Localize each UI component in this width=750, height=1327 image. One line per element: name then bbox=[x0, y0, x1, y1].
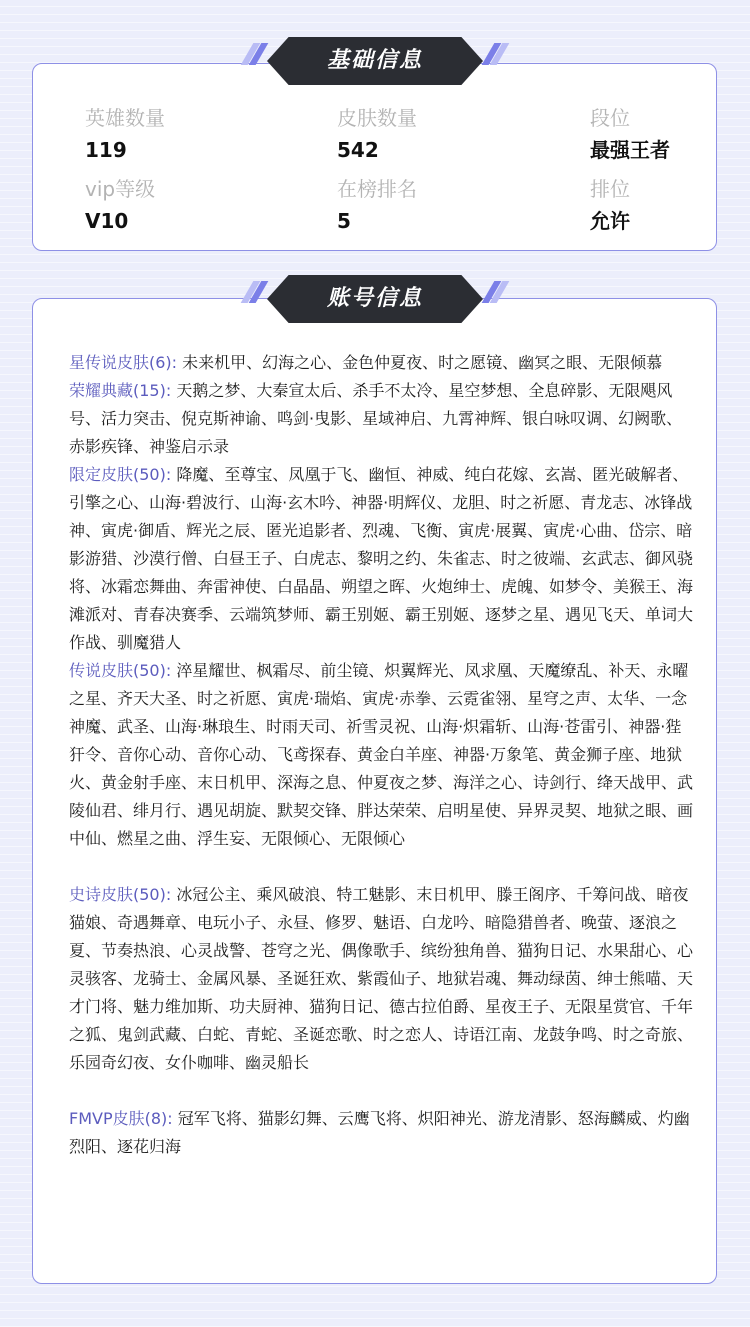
skin-section-epic bbox=[69, 881, 694, 1077]
stat-label: vip等级 bbox=[85, 177, 156, 201]
skin-section-legend bbox=[69, 657, 694, 853]
stat-value: 119 bbox=[85, 138, 127, 162]
section-title: 账号信息 bbox=[326, 286, 423, 311]
stat-label: 段位 bbox=[590, 106, 630, 130]
basic-info-card bbox=[32, 63, 717, 251]
section-category: FMVP皮肤(8): bbox=[69, 1109, 173, 1128]
section-items: 淬星耀世、枫霜尽、前尘镜、炽翼辉光、凤求凰、天魔缭乱、补天、永曜之星、齐天大圣、时之祈愿、寅虎·瑞焰、寅虎·赤拳、云霓雀翎、星穹之声、太华、一念神魔、武圣、山海·琳琅生、时雨天司、祈雪灵祝、山海·炽霜斩、山海·苍雷引、神器·狴犴令、音你心动、音你心动、飞鸢探春、黄金白羊座、神器·万象笔、黄金狮子座、地狱火、黄金射手座、末日机甲、深海之息、仲夏夜之梦、海洋之心、诗剑行、绛天战甲、武陵仙君、绯月行、遇见胡旋、默契交锋、胖达荣荣、启明星使、异界灵契、地狱之眼、画中仙、燃星之曲、浮生妄、无限倾心、无限倾心 bbox=[69, 661, 694, 848]
stat-hero-count bbox=[85, 104, 165, 164]
stat-ranked-allowed bbox=[590, 175, 630, 235]
section-category: 史诗皮肤(50): bbox=[69, 885, 172, 904]
section-items: 未来机甲、幻海之心、金色仲夏夜、时之愿镜、幽冥之眼、无限倾慕 bbox=[182, 353, 663, 372]
stat-label: 排位 bbox=[590, 177, 630, 201]
stat-leaderboard-rank bbox=[337, 175, 417, 235]
account-info-card bbox=[32, 298, 717, 1284]
section-items: 天鹅之梦、大秦宣太后、杀手不太冷、星空梦想、全息碎影、无限飓风号、活力突击、倪克斯神谕、鸣剑·曳影、星域神启、九霄神辉、银白咏叹调、幻阙歌、赤影疾锋、神鉴启示录 bbox=[69, 381, 683, 456]
stat-value: 5 bbox=[337, 209, 351, 233]
stat-value: 允许 bbox=[590, 209, 630, 233]
skin-sections bbox=[69, 349, 694, 1161]
section-category: 限定皮肤(50): bbox=[69, 465, 172, 484]
account-info-banner bbox=[245, 275, 505, 323]
basic-info-banner bbox=[245, 37, 505, 85]
stat-vip-level bbox=[85, 175, 155, 235]
skin-section-glory-collection bbox=[69, 377, 694, 461]
stat-label: 皮肤数量 bbox=[337, 106, 417, 130]
section-category: 荣耀典藏(15): bbox=[69, 381, 172, 400]
skin-section-star-legend bbox=[69, 349, 694, 377]
section-items: 冠军飞将、猫影幻舞、云鹰飞将、炽阳神光、游龙清影、怒海麟威、灼幽烈阳、逐花归海 bbox=[69, 1109, 690, 1156]
skin-section-fmvp bbox=[69, 1105, 694, 1161]
section-category: 星传说皮肤(6): bbox=[69, 353, 178, 372]
section-items: 降魔、至尊宝、凤凰于飞、幽恒、神威、纯白花嫁、玄嵩、匿光破解者、引擎之心、山海·碧波行、山海·玄木吟、神器·明辉仪、龙胆、时之祈愿、青龙志、冰锋战神、寅虎·御盾、辉光之辰、匿光追影者、烈魂、飞衡、寅虎·展翼、寅虎·心曲、岱宗、暗影游猎、沙漠行僧、白昼王子、白虎志、黎明之约、朱雀志、时之彼端、玄武志、御风骁将、冰霜恋舞曲、奔雷神使、白晶晶、朔望之晖、火炮绅士、虎魄、如梦令、美猴王、海滩派对、青春决赛季、云端筑梦师、霸王别姬、霸王别姬、逐梦之星、遇见飞天、单词大作战、驯魔猎人 bbox=[69, 465, 694, 652]
stat-value: 542 bbox=[337, 138, 379, 162]
section-items: 冰冠公主、乘风破浪、特工魅影、末日机甲、滕王阁序、千筹问战、暗夜猫娘、奇遇舞章、电玩小子、永昼、修罗、魅语、白龙吟、暗隐猎兽者、晚萤、逐浪之夏、节奏热浪、心灵战警、苍穹之光、偶像歌手、缤纷独角兽、猫狗日记、水果甜心、心灵骇客、龙骑士、金属风暴、圣诞狂欢、紫霞仙子、地狱岩魂、舞动绿茵、绅士熊喵、天才门将、魅力维加斯、功夫厨神、猫狗日记、德古拉伯爵、星夜王子、无限星赏官、千年之狐、鬼剑武藏、白蛇、青蛇、圣诞恋歌、时之恋人、诗语江南、龙鼓争鸣、时之奇旅、乐园奇幻夜、女仆咖啡、幽灵船长 bbox=[69, 885, 694, 1072]
section-title: 基础信息 bbox=[326, 48, 423, 73]
stat-value: V10 bbox=[85, 209, 129, 233]
stat-skin-count bbox=[337, 104, 417, 164]
stat-rank-tier bbox=[590, 104, 670, 164]
stat-value: 最强王者 bbox=[590, 138, 670, 162]
stat-label: 在榜排名 bbox=[337, 177, 417, 201]
section-category: 传说皮肤(50): bbox=[69, 661, 172, 680]
stat-label: 英雄数量 bbox=[85, 106, 165, 130]
skin-section-limited bbox=[69, 461, 694, 657]
